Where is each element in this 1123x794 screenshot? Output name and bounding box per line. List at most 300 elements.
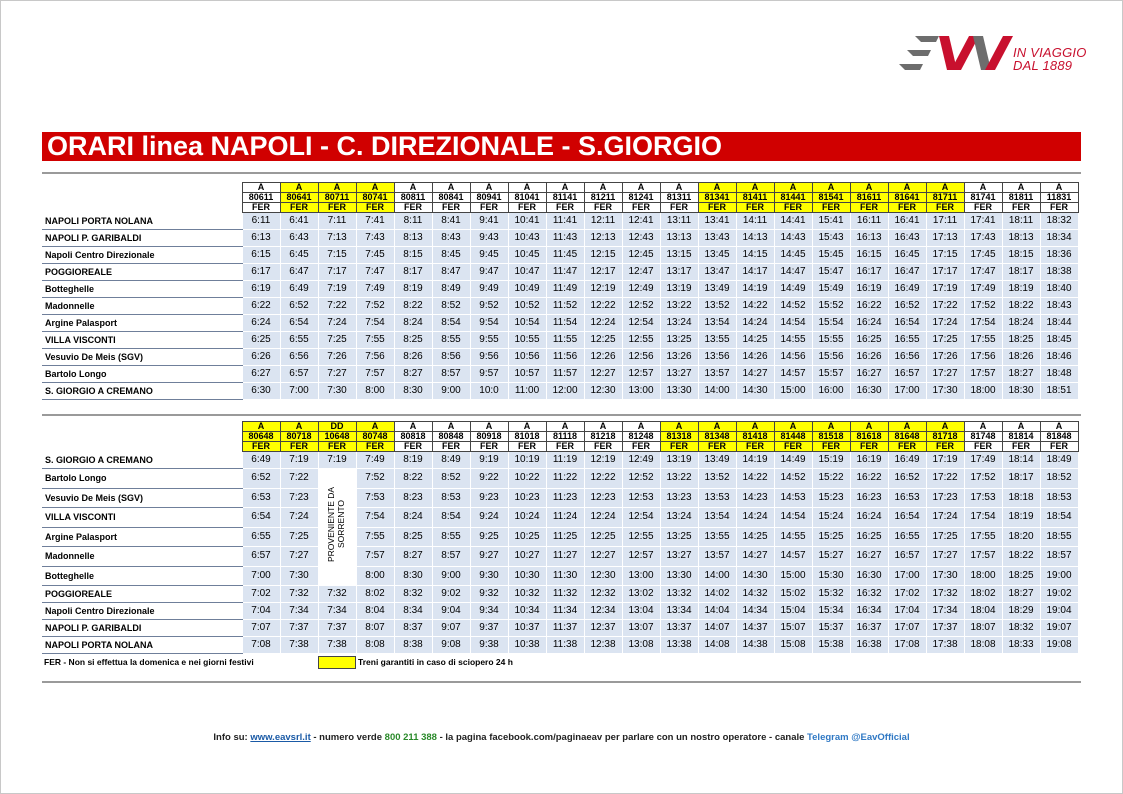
time-cell: 6:47: [280, 264, 318, 281]
time-cell: 12:57: [622, 366, 660, 383]
page-title: ORARI linea NAPOLI - C. DIREZIONALE - S.GIORGIO: [42, 132, 1081, 161]
train-type-code: A: [242, 183, 280, 193]
time-cell: 14:25: [736, 332, 774, 349]
table-row: [42, 620, 1078, 637]
time-cell: 10:47: [508, 264, 546, 281]
time-cell: 17:54: [964, 315, 1002, 332]
time-cell: 13:22: [660, 469, 698, 489]
time-cell: 14:47: [774, 264, 812, 281]
train-type-code: A: [584, 183, 622, 193]
time-cell: 10:30: [508, 566, 546, 586]
time-cell: 14:41: [774, 213, 812, 230]
time-cell: 14:00: [698, 383, 736, 400]
time-cell: 18:19: [1002, 281, 1040, 298]
time-cell: 16:54: [888, 508, 926, 528]
time-cell: 8:37: [394, 620, 432, 637]
train-number: 80918: [470, 432, 508, 442]
time-cell: 17:55: [964, 527, 1002, 547]
time-cell: 18:48: [1040, 366, 1078, 383]
train-service-kind: FER: [1002, 442, 1040, 452]
time-cell: 6:49: [280, 281, 318, 298]
time-cell: 18:55: [1040, 527, 1078, 547]
footer-telegram[interactable]: Telegram @EavOfficial: [807, 732, 910, 743]
time-cell: 7:57: [356, 366, 394, 383]
time-cell: 15:30: [812, 566, 850, 586]
train-service-kind: FER: [926, 442, 964, 452]
train-number: 81211: [584, 193, 622, 203]
time-cell: 10:38: [508, 637, 546, 654]
time-cell: 11:57: [546, 366, 584, 383]
time-cell: 18:30: [1002, 383, 1040, 400]
time-cell: 16:25: [850, 527, 888, 547]
time-cell: 6:52: [280, 298, 318, 315]
time-cell: 9:47: [470, 264, 508, 281]
table-row: [42, 247, 1078, 264]
header-row-type-code: [42, 422, 1078, 432]
time-cell: 14:54: [774, 508, 812, 528]
time-cell: 9:08: [432, 637, 470, 654]
train-number: 80718: [280, 432, 318, 442]
train-number: 81611: [850, 193, 888, 203]
train-number: 81348: [698, 432, 736, 442]
train-service-kind: FER: [508, 203, 546, 213]
time-cell: 14:56: [774, 349, 812, 366]
station-name: Napoli Centro Direzionale: [42, 247, 242, 264]
time-cell: 17:24: [926, 508, 964, 528]
train-service-kind: FER: [242, 442, 280, 452]
time-cell: 9:00: [432, 383, 470, 400]
train-number: 81411: [736, 193, 774, 203]
time-cell: 17:32: [926, 586, 964, 603]
train-service-kind: FER: [356, 442, 394, 452]
time-cell: 18:54: [1040, 508, 1078, 528]
train-type-code: A: [508, 422, 546, 432]
time-cell: 16:26: [850, 349, 888, 366]
footer-phone-number[interactable]: 800 211 388: [384, 732, 437, 743]
time-cell: 15:56: [812, 349, 850, 366]
train-number: 80741: [356, 193, 394, 203]
time-cell: 7:15: [318, 247, 356, 264]
train-type-code: A: [964, 422, 1002, 432]
divider-bottom: [42, 681, 1081, 683]
time-cell: 13:37: [660, 620, 698, 637]
train-type-code: A: [1040, 183, 1078, 193]
header-row-number: [42, 432, 1078, 442]
time-cell: 17:00: [888, 383, 926, 400]
time-cell: 12:27: [584, 366, 622, 383]
time-cell: 11:24: [546, 508, 584, 528]
station-name: Vesuvio De Meis (SGV): [42, 488, 242, 508]
table-row: [42, 230, 1078, 247]
time-cell: 6:19: [242, 281, 280, 298]
time-cell: 14:52: [774, 298, 812, 315]
time-cell: 12:25: [584, 332, 622, 349]
train-type-code: A: [546, 422, 584, 432]
train-number: 80841: [432, 193, 470, 203]
time-cell: 11:45: [546, 247, 584, 264]
time-cell: 14:24: [736, 315, 774, 332]
time-cell: 18:32: [1002, 620, 1040, 637]
time-cell: 15:24: [812, 508, 850, 528]
time-cell: 19:00: [1040, 566, 1078, 586]
time-cell: 6:57: [242, 547, 280, 567]
train-type-code: DD: [318, 422, 356, 432]
time-cell: 17:47: [964, 264, 1002, 281]
time-cell: 12:52: [622, 469, 660, 489]
time-cell: 17:53: [964, 488, 1002, 508]
station-name: NAPOLI PORTA NOLANA: [42, 213, 242, 230]
time-cell: 7:34: [280, 603, 318, 620]
time-cell: 13:55: [698, 527, 736, 547]
time-cell: 6:26: [242, 349, 280, 366]
time-cell: 18:25: [1002, 332, 1040, 349]
time-cell: 15:43: [812, 230, 850, 247]
time-cell: 7:19: [318, 281, 356, 298]
time-cell: 14:30: [736, 383, 774, 400]
time-cell: 18:00: [964, 566, 1002, 586]
time-cell: 17:56: [964, 349, 1002, 366]
time-cell: 7:08: [242, 637, 280, 654]
time-cell: 13:38: [660, 637, 698, 654]
train-service-kind: FER: [964, 203, 1002, 213]
train-service-kind: FER: [850, 203, 888, 213]
train-service-kind: FER: [736, 442, 774, 452]
table-row: [42, 527, 1078, 547]
train-number: 81448: [774, 432, 812, 442]
merged-note: PROVENIENTE DA SORRENTO: [326, 486, 346, 562]
train-service-kind: FER: [432, 203, 470, 213]
time-cell: 8:30: [394, 383, 432, 400]
time-cell: 12:49: [622, 281, 660, 298]
logo-slogan-line2: DAL 1889: [1013, 58, 1073, 73]
time-cell: 16:57: [888, 547, 926, 567]
time-cell: 13:00: [622, 566, 660, 586]
time-cell: 13:04: [622, 603, 660, 620]
train-type-code: A: [850, 422, 888, 432]
time-cell: 17:17: [926, 264, 964, 281]
time-cell: 17:49: [964, 281, 1002, 298]
train-type-code: A: [470, 183, 508, 193]
time-cell: 11:56: [546, 349, 584, 366]
time-cell: 9:22: [470, 469, 508, 489]
time-cell: 6:43: [280, 230, 318, 247]
time-cell: 9:32: [470, 586, 508, 603]
time-cell: 12:27: [584, 547, 622, 567]
time-cell: 12:49: [622, 452, 660, 469]
time-cell: 13:26: [660, 349, 698, 366]
time-cell: 7:25: [318, 332, 356, 349]
train-type-code: A: [736, 183, 774, 193]
time-cell: 11:55: [546, 332, 584, 349]
time-cell: 8:41: [432, 213, 470, 230]
time-cell: 7:04: [242, 603, 280, 620]
merged-note-cell: [318, 469, 356, 586]
time-cell: 9:27: [470, 547, 508, 567]
time-cell: 9:23: [470, 488, 508, 508]
time-cell: 14:49: [774, 452, 812, 469]
time-cell: 8:57: [432, 547, 470, 567]
train-number: 81711: [926, 193, 964, 203]
time-cell: 18:07: [964, 620, 1002, 637]
time-cell: 17:52: [964, 469, 1002, 489]
time-cell: 17:19: [926, 281, 964, 298]
time-cell: 8:49: [432, 452, 470, 469]
time-cell: 8:00: [356, 383, 394, 400]
station-name: Argine Palasport: [42, 527, 242, 547]
station-name: Botteghelle: [42, 281, 242, 298]
time-cell: 16:43: [888, 230, 926, 247]
time-cell: 12:56: [622, 349, 660, 366]
train-type-code: A: [584, 422, 622, 432]
train-number: 81311: [660, 193, 698, 203]
train-type-code: A: [926, 183, 964, 193]
train-service-kind: FER: [660, 442, 698, 452]
time-cell: 13:34: [660, 603, 698, 620]
time-cell: 15:22: [812, 469, 850, 489]
time-cell: 12:22: [584, 469, 622, 489]
time-cell: 18:26: [1002, 349, 1040, 366]
time-cell: 18:20: [1002, 527, 1040, 547]
train-number: 81118: [546, 432, 584, 442]
time-cell: 9:43: [470, 230, 508, 247]
time-cell: 12:22: [584, 298, 622, 315]
time-cell: 14:55: [774, 332, 812, 349]
time-cell: 12:32: [584, 586, 622, 603]
train-type-code: A: [698, 422, 736, 432]
time-cell: 8:27: [394, 366, 432, 383]
time-cell: 8:45: [432, 247, 470, 264]
table-row: [42, 332, 1078, 349]
time-cell: 14:54: [774, 315, 812, 332]
time-cell: 19:07: [1040, 620, 1078, 637]
time-cell: 13:24: [660, 315, 698, 332]
time-cell: 18:19: [1002, 508, 1040, 528]
time-cell: 8:04: [356, 603, 394, 620]
legend-yellow-swatch: [318, 656, 356, 669]
time-cell: 8:49: [432, 281, 470, 298]
time-cell: 10:37: [508, 620, 546, 637]
time-cell: 13:57: [698, 366, 736, 383]
train-service-kind: FER: [318, 203, 356, 213]
time-cell: 16:49: [888, 281, 926, 298]
time-cell: 13:13: [660, 230, 698, 247]
train-service-kind: FER: [394, 442, 432, 452]
time-cell: 13:52: [698, 298, 736, 315]
footer-phone-label: - numero verde: [310, 732, 385, 743]
time-cell: 15:19: [812, 452, 850, 469]
train-service-kind: FER: [774, 442, 812, 452]
time-cell: 11:19: [546, 452, 584, 469]
footer-website-link[interactable]: www.eavsrl.it: [250, 732, 311, 743]
time-cell: 13:57: [698, 547, 736, 567]
time-cell: 17:23: [926, 488, 964, 508]
time-cell: 7:19: [318, 452, 356, 469]
time-cell: 7:54: [356, 315, 394, 332]
time-cell: 14:25: [736, 527, 774, 547]
time-cell: 12:41: [622, 213, 660, 230]
train-service-kind: FER: [698, 442, 736, 452]
train-type-code: A: [1040, 422, 1078, 432]
time-cell: 14:17: [736, 264, 774, 281]
train-service-kind: FER: [812, 203, 850, 213]
header-spacer: [42, 193, 242, 203]
time-cell: 13:47: [698, 264, 736, 281]
time-cell: 13:56: [698, 349, 736, 366]
train-service-kind: FER: [888, 442, 926, 452]
time-cell: 14:04: [698, 603, 736, 620]
time-cell: 14:43: [774, 230, 812, 247]
time-cell: 7:02: [242, 586, 280, 603]
time-cell: 8:11: [394, 213, 432, 230]
time-cell: 6:22: [242, 298, 280, 315]
time-cell: 13:43: [698, 230, 736, 247]
time-cell: 15:55: [812, 332, 850, 349]
time-cell: 11:32: [546, 586, 584, 603]
time-cell: 9:02: [432, 586, 470, 603]
time-cell: 8:55: [432, 332, 470, 349]
time-cell: 15:02: [774, 586, 812, 603]
time-cell: 15:07: [774, 620, 812, 637]
time-cell: 16:54: [888, 315, 926, 332]
time-cell: 7:30: [318, 383, 356, 400]
train-service-kind: FER: [318, 442, 356, 452]
time-cell: 8:54: [432, 508, 470, 528]
time-cell: 14:53: [774, 488, 812, 508]
time-cell: 9:30: [470, 566, 508, 586]
time-cell: 14:26: [736, 349, 774, 366]
time-cell: 7:47: [356, 264, 394, 281]
time-cell: 17:25: [926, 527, 964, 547]
time-cell: 14:55: [774, 527, 812, 547]
time-cell: 9:19: [470, 452, 508, 469]
time-cell: 15:00: [774, 383, 812, 400]
time-cell: 12:30: [584, 383, 622, 400]
time-cell: 18:32: [1040, 213, 1078, 230]
time-cell: 15:34: [812, 603, 850, 620]
time-cell: 9:37: [470, 620, 508, 637]
table-row: [42, 469, 1078, 489]
time-cell: 13:25: [660, 332, 698, 349]
time-cell: 12:23: [584, 488, 622, 508]
time-cell: 17:11: [926, 213, 964, 230]
time-cell: 14:23: [736, 488, 774, 508]
time-cell: 10:45: [508, 247, 546, 264]
time-cell: 7:07: [242, 620, 280, 637]
time-cell: 16:17: [850, 264, 888, 281]
footer-info: [0, 732, 1123, 743]
time-cell: 8:55: [432, 527, 470, 547]
time-cell: 15:23: [812, 488, 850, 508]
time-cell: 9:54: [470, 315, 508, 332]
train-service-kind: FER: [394, 203, 432, 213]
time-cell: 12:15: [584, 247, 622, 264]
table-row: [42, 452, 1078, 469]
time-cell: 14:22: [736, 298, 774, 315]
time-cell: 7:38: [318, 637, 356, 654]
header-row-type-code: [42, 183, 1078, 193]
time-cell: 17:43: [964, 230, 1002, 247]
train-type-code: A: [888, 422, 926, 432]
time-cell: 7:22: [280, 469, 318, 489]
train-type-code: A: [622, 422, 660, 432]
time-cell: 7:17: [318, 264, 356, 281]
time-cell: 12:54: [622, 315, 660, 332]
time-cell: 14:52: [774, 469, 812, 489]
train-number: 81641: [888, 193, 926, 203]
time-cell: 14:27: [736, 366, 774, 383]
time-cell: 13:23: [660, 488, 698, 508]
time-cell: 13:49: [698, 281, 736, 298]
time-cell: 8:38: [394, 637, 432, 654]
time-cell: 9:34: [470, 603, 508, 620]
time-cell: 15:41: [812, 213, 850, 230]
time-cell: 7:55: [356, 332, 394, 349]
time-cell: 10:52: [508, 298, 546, 315]
train-type-code: A: [318, 183, 356, 193]
train-service-kind: FER: [774, 203, 812, 213]
train-service-kind: FER: [584, 442, 622, 452]
time-cell: 16:30: [850, 383, 888, 400]
time-cell: 7:49: [356, 281, 394, 298]
train-type-code: A: [470, 422, 508, 432]
train-number: 81441: [774, 193, 812, 203]
header-spacer: [42, 422, 242, 432]
time-cell: 16:34: [850, 603, 888, 620]
time-cell: 6:27: [242, 366, 280, 383]
timetable-outbound: [42, 182, 1079, 400]
train-service-kind: FER: [356, 203, 394, 213]
time-cell: 18:18: [1002, 488, 1040, 508]
train-number: 81811: [1002, 193, 1040, 203]
time-cell: 13:27: [660, 547, 698, 567]
time-cell: 7:13: [318, 230, 356, 247]
time-cell: 8:25: [394, 332, 432, 349]
time-cell: 18:25: [1002, 566, 1040, 586]
time-cell: 18:34: [1040, 230, 1078, 247]
time-cell: 12:52: [622, 298, 660, 315]
time-cell: 9:00: [432, 566, 470, 586]
time-cell: 10:54: [508, 315, 546, 332]
time-cell: 13:55: [698, 332, 736, 349]
train-number: 81814: [1002, 432, 1040, 442]
time-cell: 15:47: [812, 264, 850, 281]
train-service-kind: FER: [850, 442, 888, 452]
time-cell: 15:08: [774, 637, 812, 654]
time-cell: 12:19: [584, 452, 622, 469]
logo-slogan: [1013, 46, 1087, 72]
time-cell: 14:08: [698, 637, 736, 654]
time-cell: 13:53: [698, 488, 736, 508]
time-cell: 8:02: [356, 586, 394, 603]
table-row: [42, 508, 1078, 528]
time-cell: 8:32: [394, 586, 432, 603]
time-cell: 8:53: [432, 488, 470, 508]
time-cell: 6:17: [242, 264, 280, 281]
train-type-code: A: [850, 183, 888, 193]
time-cell: 10:57: [508, 366, 546, 383]
time-cell: 18:24: [1002, 315, 1040, 332]
legend-fer: FER - Non si effettua la domenica e nei giorni festivi: [44, 657, 254, 667]
time-cell: 14:27: [736, 547, 774, 567]
time-cell: 11:27: [546, 547, 584, 567]
time-cell: 10:41: [508, 213, 546, 230]
time-cell: 17:00: [888, 566, 926, 586]
time-cell: 16:49: [888, 452, 926, 469]
time-cell: 16:53: [888, 488, 926, 508]
time-cell: 12:55: [622, 527, 660, 547]
time-cell: 7:32: [318, 586, 356, 603]
time-cell: 14:15: [736, 247, 774, 264]
